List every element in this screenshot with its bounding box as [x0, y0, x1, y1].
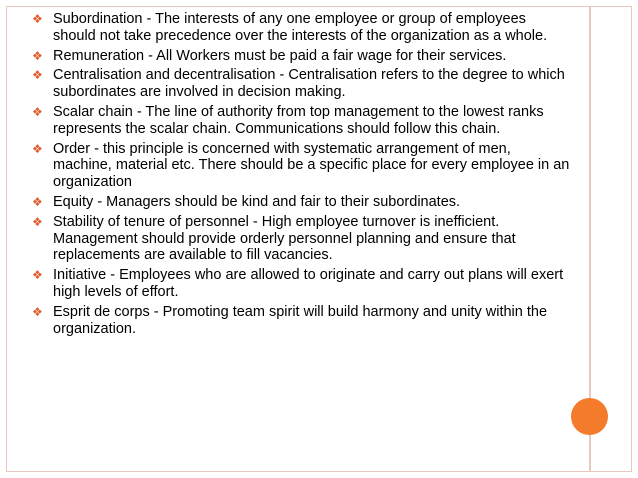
bullet-item-equity [32, 194, 572, 211]
orange-circle-decoration [571, 398, 608, 435]
bullet-text: Scalar chain - The line of authority from top management to the lowest ranks represents the scalar chain. Communications should follow this chain. [53, 103, 544, 137]
bullet-diamond-icon: ❖ [32, 141, 43, 156]
bullet-item-order [32, 141, 572, 191]
bullet-item-esprit-de-corps [32, 304, 572, 338]
bullet-item-centralisation [32, 67, 572, 101]
bullet-text: Order - this principle is concerned with systematic arrangement of men, machine, material etc. There should be a specific place for every employee in an organization [53, 140, 570, 191]
bullet-diamond-icon: ❖ [32, 12, 43, 26]
bullet-text: Initiative - Employees who are allowed to originate and carry out plans will exert high levels of effort. [53, 267, 564, 300]
principles-bullet-list [32, 11, 572, 340]
bullet-text: Equity - Managers should be kind and fair to their subordinates. [53, 193, 461, 210]
bullet-diamond-icon: ❖ [32, 268, 43, 283]
bullet-diamond-icon: ❖ [32, 68, 43, 83]
bullet-text: Subordination - The interests of any one employee or group of employees should not take precedence over the interests of the organization as a whole. [53, 11, 548, 44]
bullet-diamond-icon: ❖ [32, 104, 43, 119]
bullet-text: Centralisation and decentralisation - Centralisation refers to the degree to which subordinates are involved in decision making. [53, 67, 565, 101]
bullet-item-initiative [32, 267, 572, 301]
bullet-item-scalar-chain [32, 104, 572, 138]
bullet-item-subordination [32, 11, 572, 45]
bullet-text: Remuneration - All Workers must be paid a fair wage for their services. [53, 47, 507, 64]
bullet-diamond-icon: ❖ [32, 48, 43, 63]
bullet-text: Esprit de corps - Promoting team spirit will build harmony and unity within the organization. [53, 303, 548, 337]
bullet-diamond-icon: ❖ [32, 194, 43, 209]
bullet-item-remuneration [32, 48, 572, 65]
bullet-text: Stability of tenure of personnel - High employee turnover is inefficient. Management should provide orderly personnel planning and ensure that replacements are available to fill vacancies. [53, 213, 516, 264]
bullet-item-stability-of-tenure [32, 214, 572, 264]
bullet-diamond-icon: ❖ [32, 214, 43, 229]
bullet-diamond-icon: ❖ [32, 304, 43, 319]
